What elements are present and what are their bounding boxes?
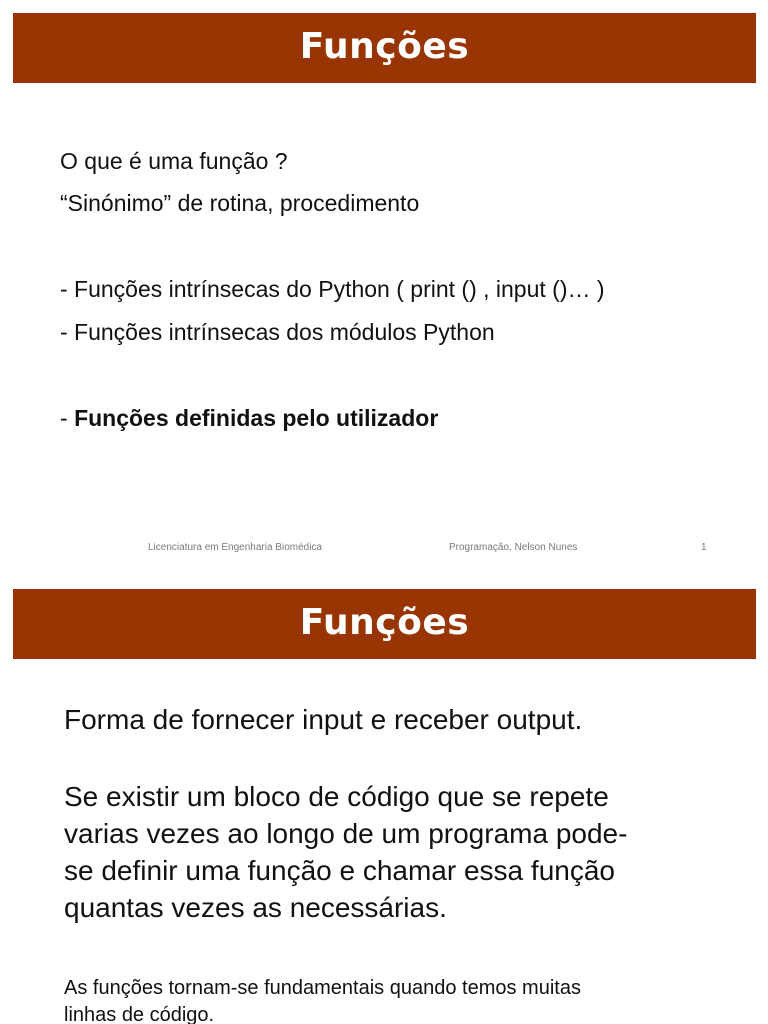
slide1-title-banner [13,13,756,83]
slide1-title: Funções [299,25,470,67]
slide1-bullet-dash: - [60,405,75,431]
slide1-bullet-python-intrinsic: - Funções intrínsecas do Python ( print () , input ()… ) [60,276,605,302]
slide1-footer-author: Programação, Nelson Nunes [449,542,578,553]
slide1-bullet-user-defined [60,404,438,432]
slide1-line-synonym: “Sinónimo” de rotina, procedimento [60,190,420,216]
slide1-footer-course: Licenciatura em Engenharia Biomédica [148,542,322,553]
slide2-paragraph-input-output: Forma de fornecer input e receber output. [64,704,583,735]
slide1-bullet-module-intrinsic: - Funções intrínsecas dos módulos Python [60,319,495,345]
slide2-paragraph-line-3: se definir uma função e chamar essa função [64,855,615,886]
slide1-bullet-user-defined-text: Funções definidas pelo utilizador [74,405,439,431]
slide2-paragraph-line-2: varias vezes ao longo de um programa pode- [64,818,628,849]
slide2-paragraph-line-1: Se existir um bloco de código que se repete [64,781,609,812]
slide2-title: Funções [299,601,470,643]
slide2-note-line-2: linhas de código. [64,1004,215,1024]
slide1-line-question: O que é uma função ? [60,148,288,174]
slide2-paragraph-line-4: quantas vezes as necessárias. [64,892,447,923]
slide2-title-banner [13,589,756,659]
slide2-note-line-1: As funções tornam-se fundamentais quando temos muitas [64,977,581,999]
slide1-footer-page-number: 1 [701,542,707,553]
